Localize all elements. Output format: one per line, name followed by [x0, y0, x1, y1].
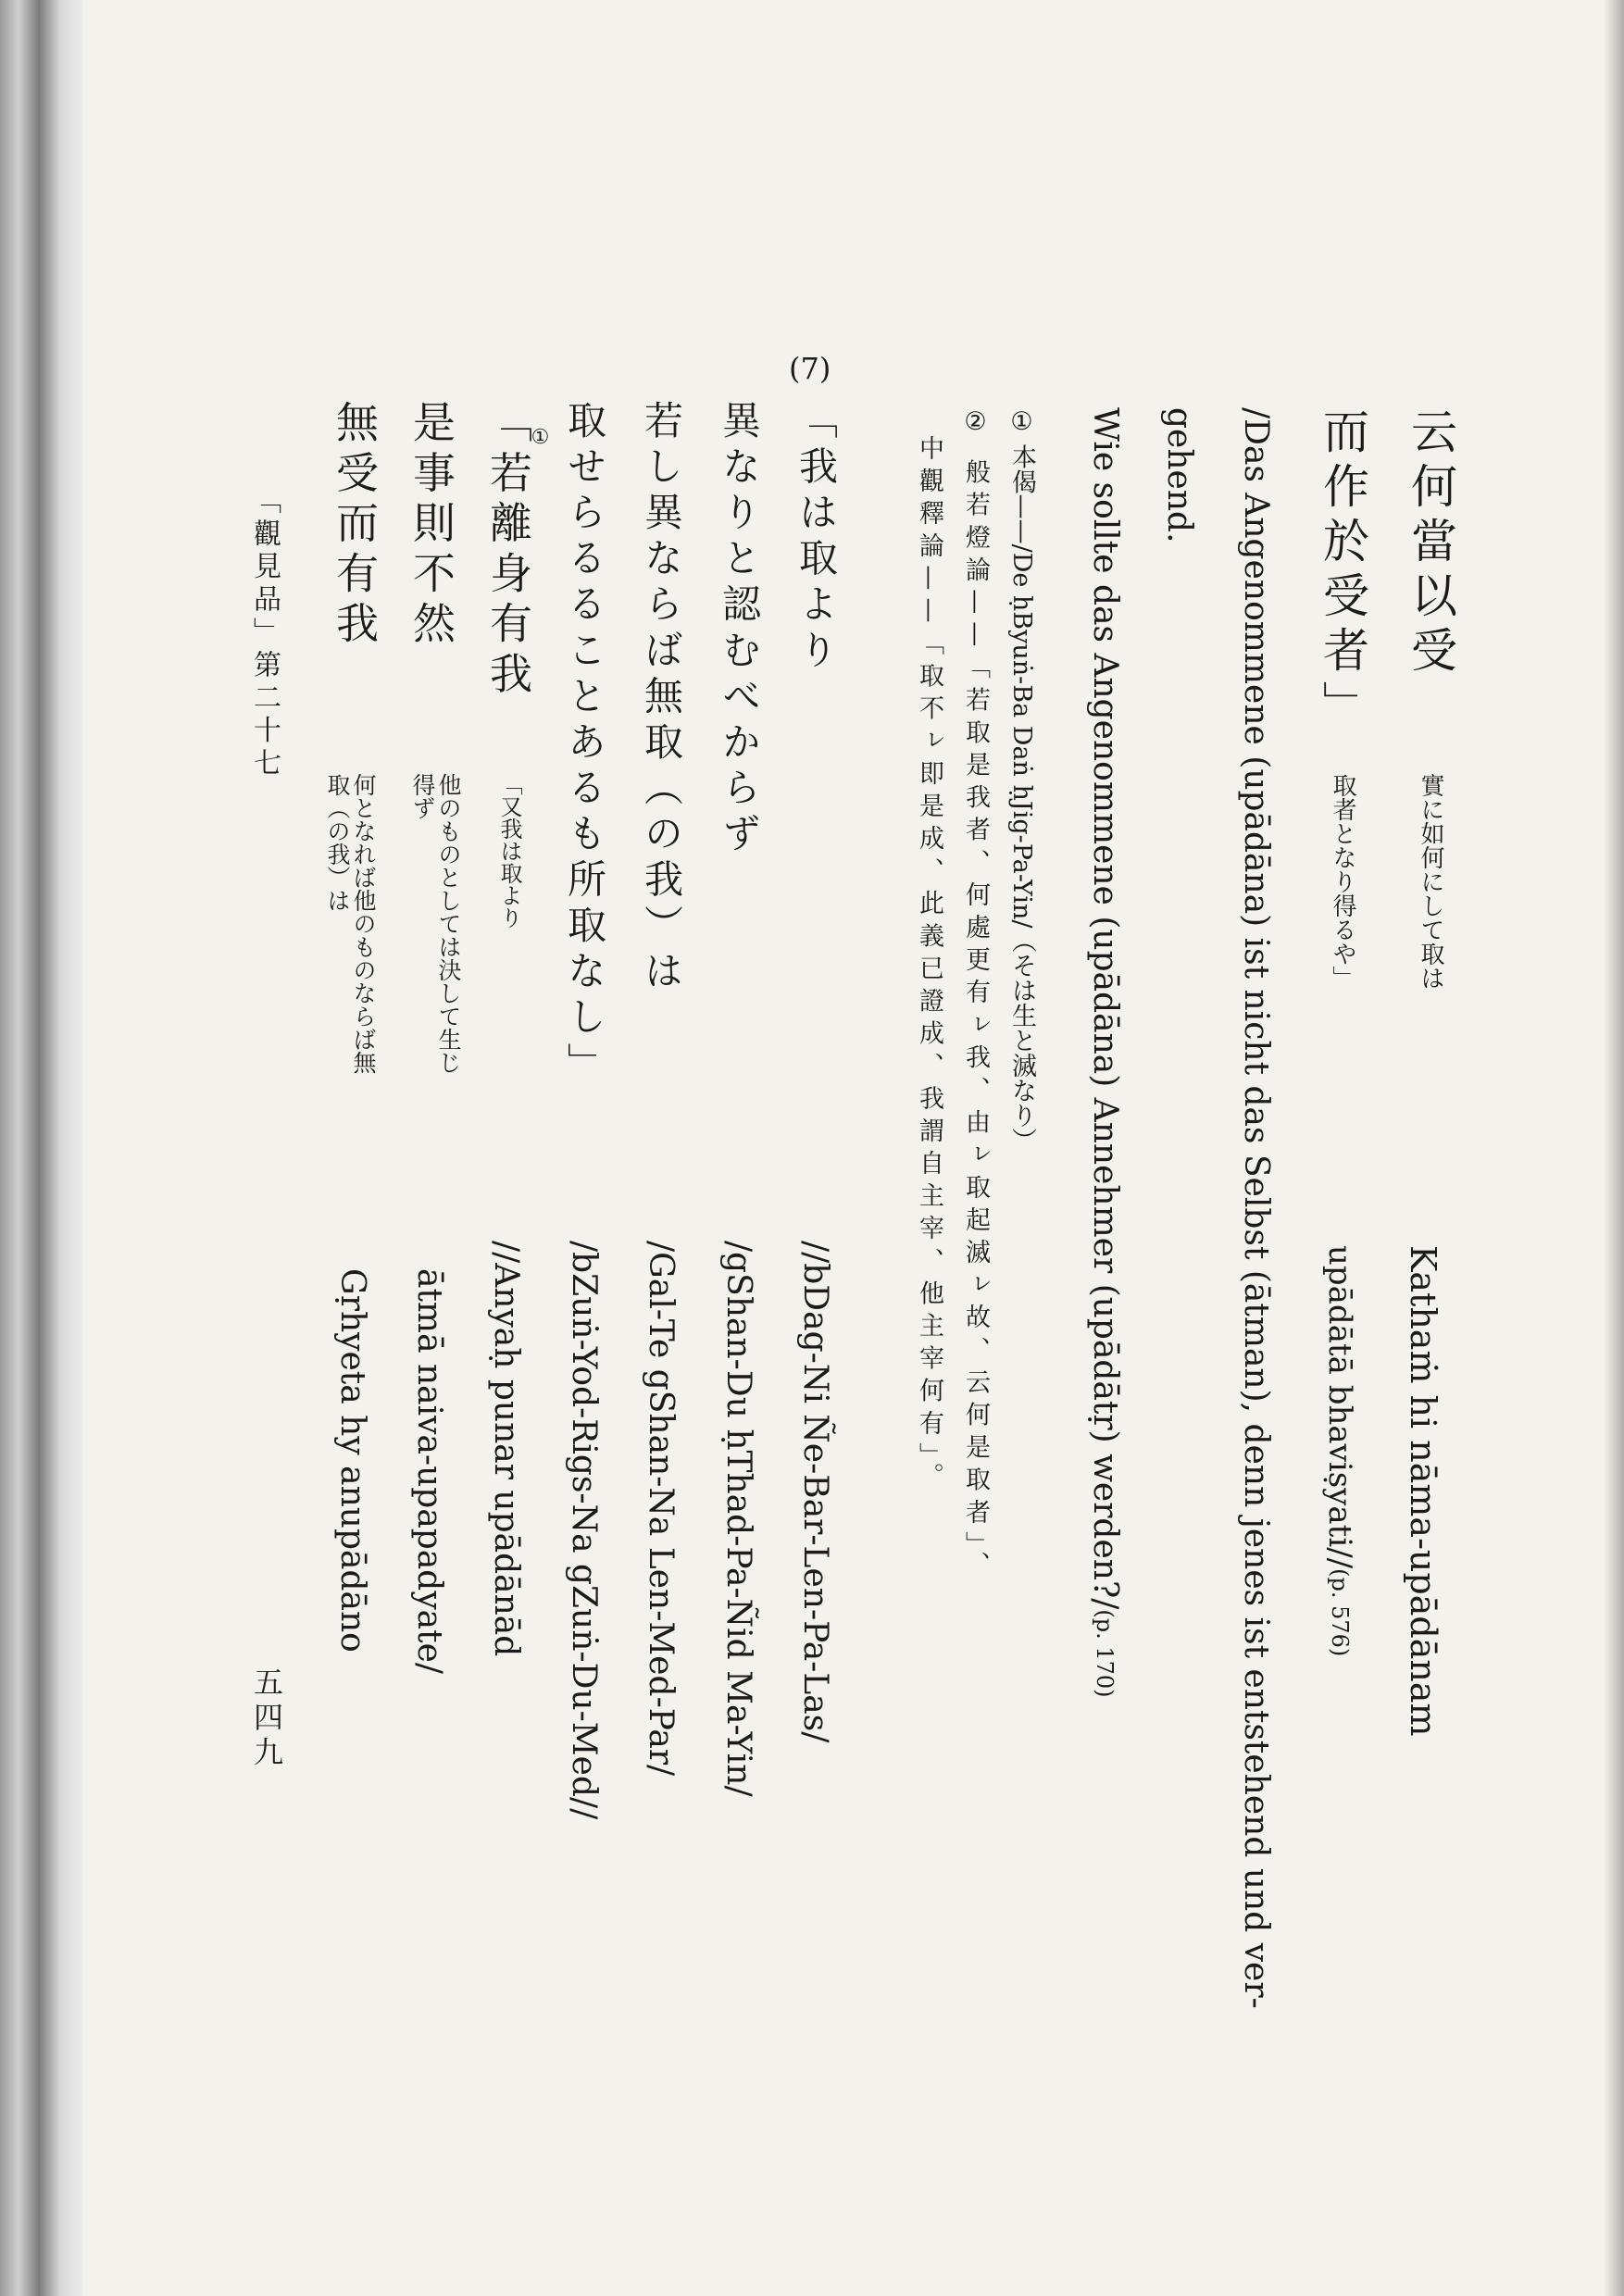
verse-line: 若し異ならば無取（の我）は [639, 400, 684, 997]
kanbun-line: 而作於受者」 [1316, 407, 1369, 735]
sanskrit-line: Kathaṁ hi nāma-upādānam [1403, 1245, 1443, 1737]
kanbun-line: 云何當以受 [1404, 407, 1457, 680]
verse-number: (7) [789, 351, 831, 386]
verse-line: 取せらるることあるも所取なし」 [562, 400, 607, 1089]
gloss-line: 他のものとしては決して生じ [435, 773, 462, 1074]
sanskrit-line: //Anyaḥ punar upādānād [487, 1241, 525, 1657]
footnote-marker: ① [1007, 407, 1036, 436]
chapter-title: 「觀見品」第二十七 [248, 486, 281, 781]
footnote [963, 407, 988, 1584]
footnote-line: 中觀釋論——「取不ㇾ即是成、此義已證成、我謂自主宰、他主宰何有」。 [915, 435, 943, 1495]
page-edge-shadow [1604, 0, 1624, 2296]
kanbun-line: 是事則不然 [406, 400, 456, 652]
binding-gutter [0, 0, 83, 2296]
gloss-line: 「又我は取より [496, 773, 522, 929]
sanskrit-text: upādātā bhaviṣyati// [1321, 1245, 1358, 1569]
gloss-line: 取者となり得るや」 [1329, 773, 1356, 990]
verse-line: 「我は取より [793, 400, 839, 676]
gloss-line: 何となれば他のものならば無 [350, 773, 377, 1074]
page-reference: (p. 576) [1327, 1568, 1353, 1657]
kanbun-line: 「若離身有我 [483, 400, 533, 702]
tibetan-line: //bDag-Ni Ñe-Bar-Len-Pa-Las/ [796, 1241, 834, 1743]
footnote [1009, 407, 1034, 1153]
tibetan-line: /bZuṅ-Yod-Rigs-Na gZuṅ-Du-Med// [565, 1241, 603, 1820]
sanskrit-line [1321, 1245, 1358, 1657]
german-text: Wie sollte das Angenommene (upādāna) Annehmer (upādātṛ) werden?/ [1086, 407, 1124, 1610]
gloss-line: 實に如何にして取は [1417, 773, 1444, 990]
sanskrit-line: Gṛhyeta hy anupādāno [333, 1268, 371, 1653]
kanbun-line: 無受而有我 [330, 400, 380, 652]
german-translation-line [1086, 407, 1124, 1698]
verse-line: 異なりと認むべからず [717, 400, 762, 859]
page-number: 五四九 [249, 1666, 284, 1772]
german-translation-line: gehend. [1160, 407, 1198, 543]
footnote-text: 本偈——/De ḥByuṅ-Ba Daṅ ḥJig-Pa-Yin/（そは生と滅なり） [1007, 443, 1036, 1154]
tibetan-line: /Gal-Te gShan-Na Len-Med-Par/ [642, 1241, 680, 1777]
sanskrit-line: ātmā naiva-upapadyate/ [410, 1268, 448, 1675]
german-translation-line: /Das Angenommene (upādāna) ist nicht das Selbst (ātman), denn jenes ist entstehend und ver- [1237, 407, 1275, 2009]
footnote-marker: ① [529, 426, 552, 449]
gloss-line: 取（の我）は [324, 773, 351, 912]
tibetan-line: /gShan-Du ḥThad-Pa-Ñid Ma-Yin/ [719, 1241, 757, 1797]
gloss-line: 得ず [409, 773, 436, 819]
page-reference: (p. 170) [1092, 1609, 1118, 1698]
footnote-text: 般若燈論——「若取是我者、何處更有ㇾ我、由ㇾ取起滅ㇾ故、云何是取者」、 [961, 458, 990, 1584]
footnote-marker: ② [961, 407, 990, 444]
